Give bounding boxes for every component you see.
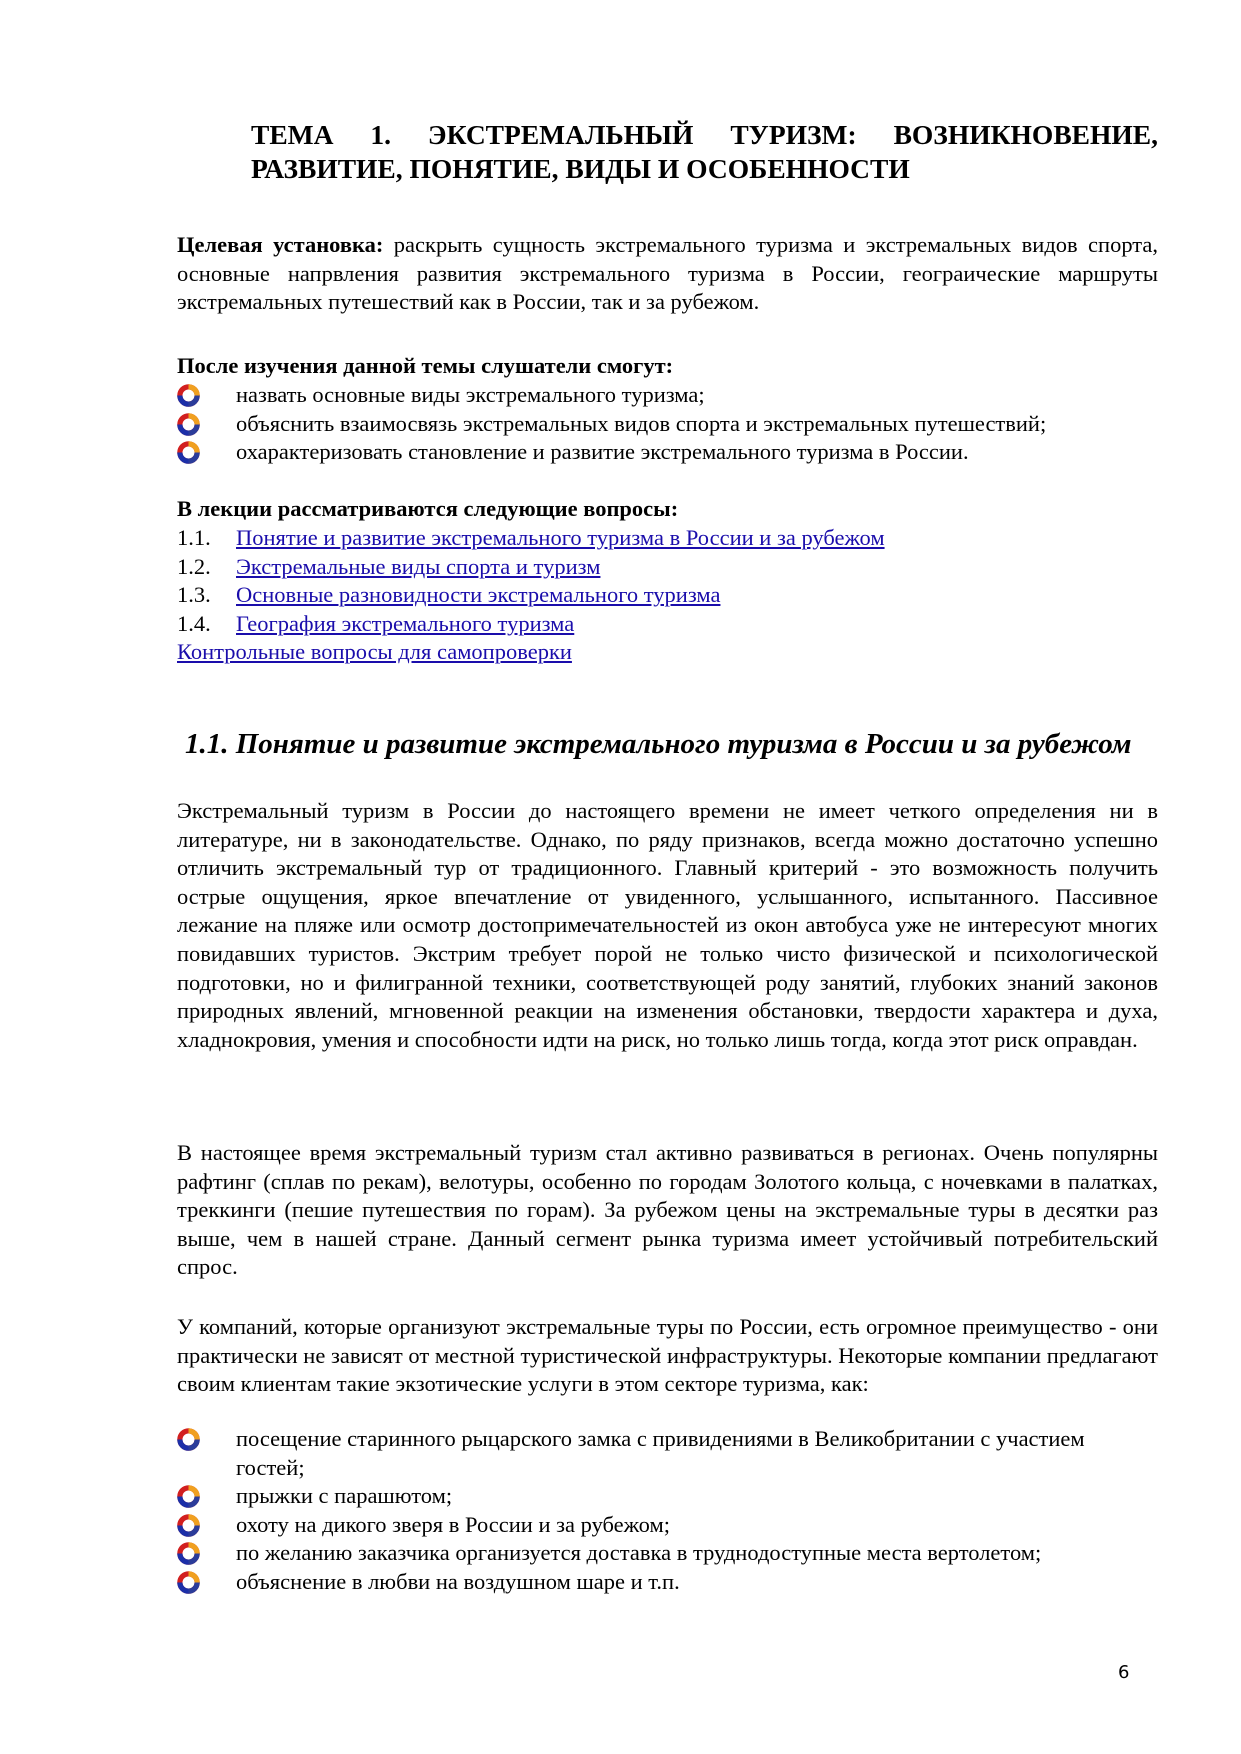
topic-title-line2: РАЗВИТИЕ, ПОНЯТИЕ, ВИДЫ И ОСОБЕННОСТИ xyxy=(251,153,910,184)
list-item xyxy=(177,381,1046,410)
ring-bullet-icon xyxy=(177,1571,200,1594)
ring-bullet-icon xyxy=(177,384,200,407)
goal-text: раскрыть сущность экстремального туризма и экстремальных видов спорта, основные напрвления развития экстремального туризма в России, геограические маршруты экстремальных путешествий как в России, так и за рубежом. xyxy=(177,232,1158,315)
ring-bullet-icon xyxy=(177,1542,200,1565)
outcomes-list xyxy=(177,381,1046,467)
toc-link-1-2[interactable]: Экстремальные виды спорта и туризм xyxy=(236,553,601,579)
questions-toc xyxy=(177,524,885,638)
section-paragraph-1: Экстремальный туризм в России до настоящего времени не имеет четкого определения ни в литературе, ни в законодательстве. Однако, по ряду признаков, всегда можно достаточно успешно отличить экстремальный тур от традиционного. Главный критерий - это возможность получить острые ощущения, яркое впечатление от увиденного, услышанного, испытанного. Пассивное лежание на пляже или осмотр достопримечательностей из окон автобуса уже не интересуют многих повидавших туристов. Экстрим требует порой не только чисто физической и психологической подготовки, но и филигранной техники, соответствующей роду занятий, глубоких знаний законов природных явлений, мгновенной реакции на изменения обстановки, твердости характера и духа, хладнокровия, умения и способности идти на риск, но только лишь тогда, когда этот риск оправдан. xyxy=(177,798,1158,1052)
toc-item xyxy=(177,610,885,639)
service-text: охоту на дикого зверя в России и за рубежом; xyxy=(236,1511,670,1537)
topic-title xyxy=(251,118,1158,186)
toc-number: 1.1. xyxy=(177,525,211,550)
toc-item xyxy=(177,581,885,610)
toc-number: 1.3. xyxy=(177,582,211,608)
questions-heading: В лекции рассматриваются следующие вопросы: xyxy=(177,496,679,521)
list-item xyxy=(177,1482,1158,1511)
toc-item xyxy=(177,524,885,553)
self-check-questions-link[interactable]: Контрольные вопросы для самопроверки xyxy=(177,639,572,664)
list-item xyxy=(177,1539,1158,1568)
goal-paragraph xyxy=(177,231,1158,317)
list-item xyxy=(177,410,1046,439)
list-item xyxy=(177,1568,1158,1597)
goal-label: Целевая установка: xyxy=(177,232,384,257)
services-list xyxy=(177,1425,1158,1597)
ring-bullet-icon xyxy=(177,1428,200,1451)
toc-link-1-4[interactable]: География экстремального туризма xyxy=(236,610,575,636)
list-item xyxy=(177,438,1046,467)
service-text: по желанию заказчика организуется доставка в труднодоступные места вертолетом; xyxy=(236,1540,1042,1566)
ring-bullet-icon xyxy=(177,1514,200,1537)
toc-number: 1.4. xyxy=(177,610,211,636)
outcome-text: назвать основные виды экстремального туризма; xyxy=(236,382,705,407)
service-text: посещение старинного рыцарского замка с привидениями в Великобритании с участием гостей; xyxy=(236,1426,1085,1480)
outcome-text: охарактеризовать становление и развитие экстремального туризма в России. xyxy=(236,439,969,465)
section-paragraph-3: У компаний, которые организуют экстремальные туры по России, есть огромное преимущество - они практически не зависят от местной туристической инфраструктуры. Некоторые компании предлагают своим клиентам такие экзотические услуги в этом секторе туризма, как: xyxy=(177,1314,1158,1397)
ring-bullet-icon xyxy=(177,441,200,464)
outcomes-heading: После изучения данной темы слушатели смогут: xyxy=(177,353,674,378)
section-paragraph-2: В настоящее время экстремальный туризм стал активно развиваться в регионах. Очень популярны рафтинг (сплав по рекам), велотуры, особенно по городам Золотого кольца, с ночевками в палатках, треккинги (пешие путешествия по горам). За рубежом цены на экстремальные туры в десятки раз выше, чем в нашей стране. Данный сегмент рынка туризма имеет устойчивый потребительский спрос. xyxy=(177,1140,1158,1280)
toc-number: 1.2. xyxy=(177,553,211,579)
toc-link-1-3[interactable]: Основные разновидности экстремального туризма xyxy=(236,582,721,608)
ring-bullet-icon xyxy=(177,1485,200,1508)
ring-bullet-icon xyxy=(177,413,200,436)
toc-link-1-1[interactable]: Понятие и развитие экстремального туризма в России и за рубежом xyxy=(236,525,885,550)
list-item xyxy=(177,1511,1158,1540)
page-number: 6 xyxy=(1118,1662,1130,1683)
section-title: 1.1. Понятие и развитие экстремального туризма в России и за рубежом xyxy=(185,728,1132,760)
topic-title-line1: ТЕМА 1. ЭКСТРЕМАЛЬНЫЙ ТУРИЗМ: ВОЗНИКНОВЕНИЕ, xyxy=(251,119,1158,150)
service-text: прыжки с парашютом; xyxy=(236,1483,453,1509)
outcome-text: объяснить взаимосвязь экстремальных видов спорта и экстремальных путешествий; xyxy=(236,410,1047,436)
service-text: объяснение в любви на воздушном шаре и т.п. xyxy=(236,1568,680,1594)
toc-item xyxy=(177,553,885,582)
list-item xyxy=(177,1425,1158,1482)
